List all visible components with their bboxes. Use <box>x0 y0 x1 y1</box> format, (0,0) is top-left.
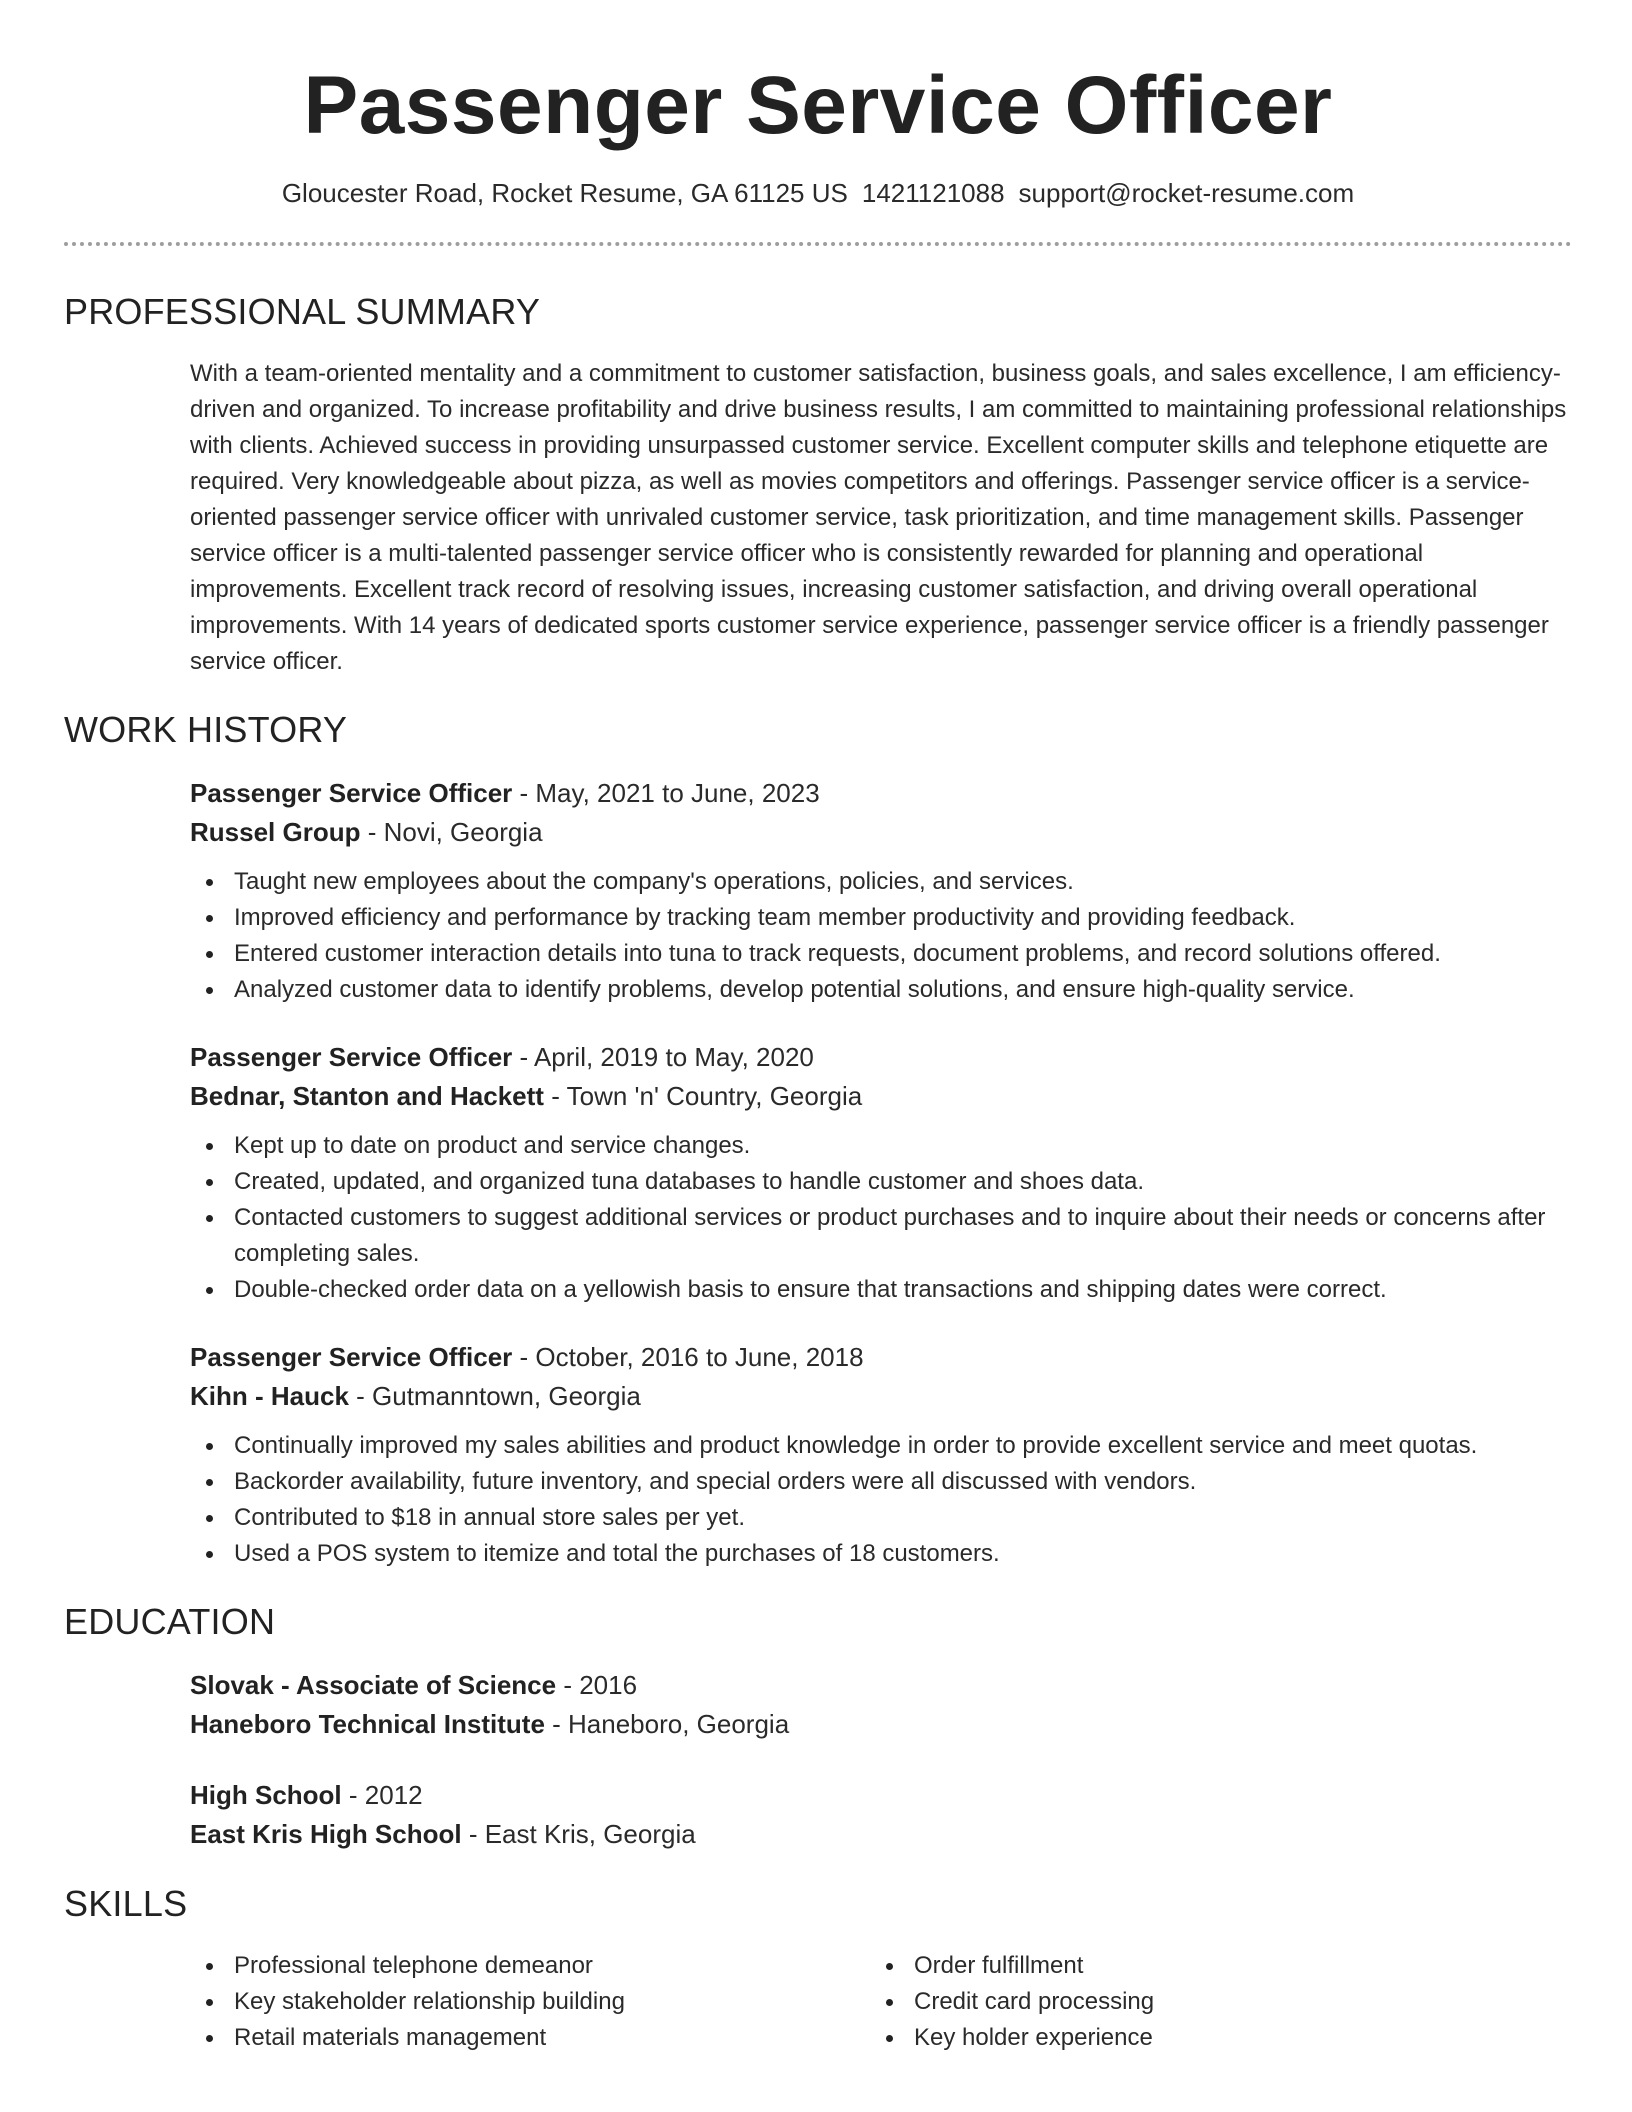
list-item: Entered customer interaction details into tuna to track requests, document problems, and record solutions offered. <box>190 936 1572 972</box>
degree-year: - 2016 <box>556 1670 638 1700</box>
contact-email[interactable]: support@rocket-resume.com <box>1018 178 1355 208</box>
work-history-section <box>64 708 1572 1572</box>
job-bullets <box>190 864 1572 1008</box>
job-location: - Novi, Georgia <box>360 817 543 847</box>
list-item: Used a POS system to itemize and total the purchases of 18 customers. <box>190 1536 1572 1572</box>
degree-line <box>190 1666 1572 1705</box>
skills-column-left <box>190 1948 870 2056</box>
resume-page <box>64 0 1572 2056</box>
list-item: Continually improved my sales abilities and product knowledge in order to provide excellent service and meet quotas. <box>190 1428 1572 1464</box>
skill-item: Order fulfillment <box>870 1948 1550 1984</box>
skills-column-right <box>870 1948 1550 2056</box>
job-bullets <box>190 1128 1572 1308</box>
education-section <box>64 1600 1572 1854</box>
section-heading-work: WORK HISTORY <box>64 709 348 750</box>
job-dates: - October, 2016 to June, 2018 <box>512 1342 864 1372</box>
school-name: Haneboro Technical Institute <box>190 1709 545 1739</box>
school-line <box>190 1705 1572 1744</box>
job-company: Kihn - Hauck <box>190 1381 349 1411</box>
section-heading-skills: SKILLS <box>64 1883 188 1924</box>
list-item: Backorder availability, future inventory, and special orders were all discussed with vendors. <box>190 1464 1572 1500</box>
degree: Slovak - Associate of Science <box>190 1670 557 1700</box>
job-company: Bednar, Stanton and Hackett <box>190 1081 544 1111</box>
list-item: Created, updated, and organized tuna databases to handle customer and shoes data. <box>190 1164 1572 1200</box>
job-title-line <box>190 774 1572 813</box>
list-item: Contacted customers to suggest additional services or product purchases and to inquire about their needs or concerns after completing sales. <box>190 1200 1572 1272</box>
skill-item: Professional telephone demeanor <box>190 1948 870 1984</box>
list-item: Analyzed customer data to identify problems, develop potential solutions, and ensure high-quality service. <box>190 972 1572 1008</box>
education-entry <box>190 1666 1572 1744</box>
skills-grid <box>190 1948 1572 2056</box>
job-title: Passenger Service Officer <box>190 778 513 808</box>
school-name: East Kris High School <box>190 1819 462 1849</box>
job-title: Passenger Service Officer <box>190 1342 513 1372</box>
job-company: Russel Group <box>190 817 361 847</box>
job-title-line <box>190 1038 1572 1077</box>
job-company-line <box>190 1377 1572 1416</box>
summary-text: With a team-oriented mentality and a commitment to customer satisfaction, business goals, and sales excellence, I am efficiency-driven and organized. To increase profitability and drive business results, I am committed to maintaining professional relationships with clients. Achieved success in providing unsurpassed customer service. Excellent computer skills and telephone etiquette are required. Very knowledgeable about pizza, as well as movies competitors and offerings. Passenger service officer is a service-oriented passenger service officer with unrivaled customer service, task prioritization, and time management skills. Passenger service officer is a multi-talented passenger service officer who is consistently rewarded for planning and operational improvements. Excellent track record of resolving issues, increasing customer satisfaction, and driving overall operational improvements. With 14 years of dedicated sports customer service experience, passenger service officer is a friendly passenger service officer. <box>190 360 1567 675</box>
job-company-line <box>190 813 1572 852</box>
education-entry <box>190 1776 1572 1854</box>
job-location: - Town 'n' Country, Georgia <box>543 1081 863 1111</box>
job-company-line <box>190 1077 1572 1116</box>
contact-address: Gloucester Road, Rocket Resume, GA 61125 US <box>281 178 848 208</box>
skill-item: Key holder experience <box>870 2020 1550 2056</box>
list-item: Double-checked order data on a yellowish basis to ensure that transactions and shipping dates were correct. <box>190 1272 1572 1308</box>
degree-line <box>190 1776 1572 1815</box>
skills-section <box>64 1882 1572 2056</box>
list-item: Taught new employees about the company's operations, policies, and services. <box>190 864 1572 900</box>
skill-item: Retail materials management <box>190 2020 870 2056</box>
job-title-line <box>190 1338 1572 1377</box>
job-dates: - May, 2021 to June, 2023 <box>512 778 820 808</box>
resume-title: Passenger Service Officer <box>303 60 1333 151</box>
job-bullets <box>190 1428 1572 1572</box>
degree-year: - 2012 <box>341 1780 423 1810</box>
job-entry <box>190 774 1572 1008</box>
contact-info <box>64 176 1572 210</box>
header-divider <box>64 242 1572 246</box>
list-item: Kept up to date on product and service changes. <box>190 1128 1572 1164</box>
school-location: - East Kris, Georgia <box>461 1819 696 1849</box>
job-title: Passenger Service Officer <box>190 1042 513 1072</box>
skill-item: Key stakeholder relationship building <box>190 1984 870 2020</box>
professional-summary-section <box>64 290 1572 680</box>
job-entry <box>190 1338 1572 1572</box>
school-line <box>190 1815 1572 1854</box>
contact-phone: 1421121088 <box>861 178 1005 208</box>
job-dates: - April, 2019 to May, 2020 <box>512 1042 814 1072</box>
job-location: - Gutmanntown, Georgia <box>348 1381 641 1411</box>
section-heading-education: EDUCATION <box>64 1601 276 1642</box>
skill-item: Credit card processing <box>870 1984 1550 2020</box>
list-item: Improved efficiency and performance by tracking team member productivity and providing feedback. <box>190 900 1572 936</box>
school-location: - Haneboro, Georgia <box>544 1709 790 1739</box>
job-entry <box>190 1038 1572 1308</box>
degree: High School <box>190 1780 342 1810</box>
section-heading-summary: PROFESSIONAL SUMMARY <box>64 291 541 332</box>
list-item: Contributed to $18 in annual store sales per yet. <box>190 1500 1572 1536</box>
